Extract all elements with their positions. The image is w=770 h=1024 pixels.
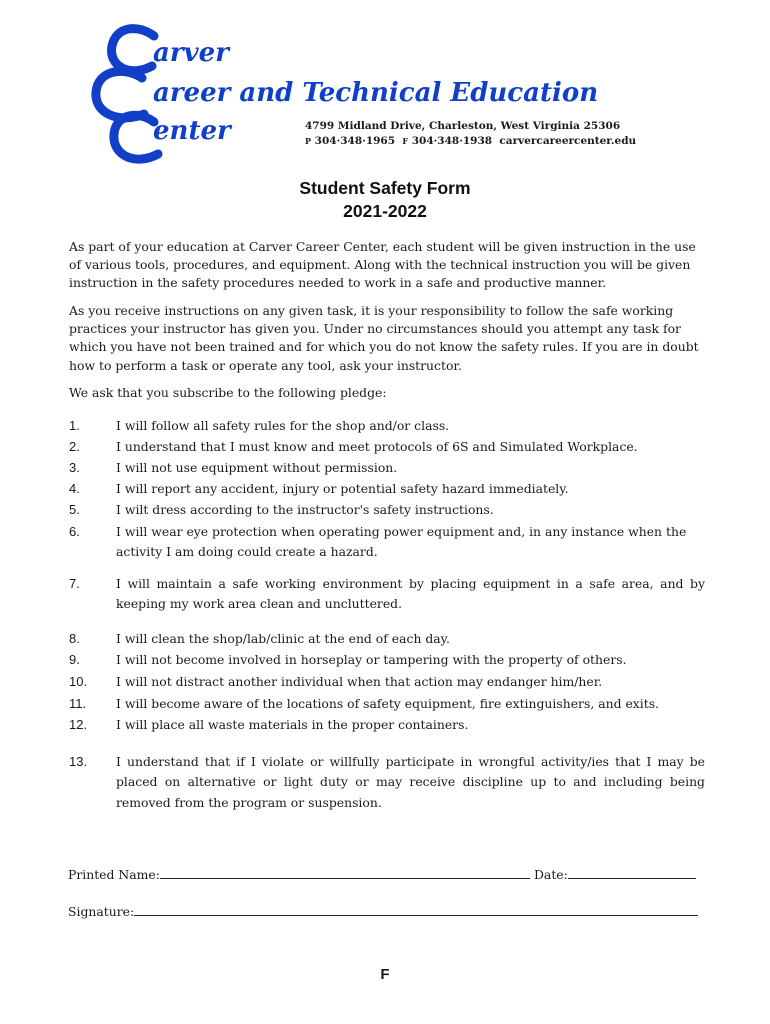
date-field[interactable] — [568, 866, 696, 879]
school-contact-line — [305, 135, 636, 147]
phone-number: 304·348·1965 — [314, 135, 396, 147]
signature-label: Signature: — [68, 904, 135, 919]
intro-paragraph: As part of your education at Carver Career Center, each student will be given instruction in the use of various tools, procedures, and equipment. Along with the technical instruction you will be given instruction in the safety procedures needed to work in a safe and productive manner. — [69, 239, 696, 291]
pledge-number: 1. — [69, 418, 80, 433]
pledge-number: 2. — [69, 439, 80, 454]
pledge-text: I will place all waste materials in the proper containers. — [116, 717, 469, 732]
pledge-number: 8. — [69, 631, 80, 646]
pledge-number: 13. — [69, 754, 88, 769]
school-website: carvercareercenter.edu — [499, 135, 637, 147]
logo-line-career: areer and Technical Education — [153, 78, 599, 108]
pledge-number: 7. — [69, 576, 80, 591]
pledge-text: I will not distract another individual when that action may endanger him/her. — [116, 674, 603, 689]
pledge-text: I will follow all safety rules for the shop and/or class. — [116, 418, 450, 433]
phone-prefix: P — [305, 136, 312, 146]
logo-line-center: enter — [153, 116, 231, 146]
fax-prefix: F — [402, 136, 409, 146]
logo-line-carver: arver — [153, 38, 229, 68]
pledge-text: I will report any accident, injury or potential safety hazard immediately. — [116, 481, 569, 496]
pledge-number: 6. — [69, 524, 80, 539]
pledge-text: I will not become involved in horseplay or tampering with the property of others. — [116, 652, 627, 667]
pledge-text: I understand that I must know and meet protocols of 6S and Simulated Workplace. — [116, 439, 638, 454]
pledge-number: 10. — [69, 674, 88, 689]
pledge-text: I will not use equipment without permission. — [116, 460, 398, 475]
form-title: Student Safety Form — [299, 178, 471, 198]
pledge-number: 5. — [69, 502, 80, 517]
pledge-text: I will clean the shop/lab/clinic at the end of each day. — [116, 631, 450, 646]
printed-name-label: Printed Name: — [68, 867, 160, 882]
school-address: 4799 Midland Drive, Charleston, West Virginia 25306 — [305, 120, 621, 132]
fax-number: 304·348·1938 — [411, 135, 493, 147]
pledge-number: 9. — [69, 652, 80, 667]
pledge-number: 3. — [69, 460, 80, 475]
printed-name-row — [68, 866, 530, 882]
pledge-number: 12. — [69, 717, 88, 732]
school-logo — [86, 22, 666, 172]
date-row — [534, 866, 696, 882]
date-label: Date: — [534, 867, 568, 882]
pledge-text: I understand that if I violate or willfully participate in wrongful activity/ies that I may be placed on alternative or light duty or may receive discipline up to and including being removed from the program or suspension. — [116, 754, 705, 810]
pledge-number: 11. — [69, 696, 87, 711]
pledge-text: I will maintain a safe working environment by placing equipment in a safe area, and by keeping my work area clean and uncluttered. — [116, 576, 705, 612]
pledge-text: I wilt dress according to the instructor's safety instructions. — [116, 502, 494, 517]
signature-row — [68, 903, 698, 919]
printed-name-field[interactable] — [160, 866, 530, 879]
pledge-text: I will become aware of the locations of safety equipment, fire extinguishers, and exits. — [116, 696, 659, 711]
pledge-intro: We ask that you subscribe to the following pledge: — [69, 385, 387, 400]
form-year: 2021-2022 — [343, 201, 427, 221]
responsibility-paragraph: As you receive instructions on any given task, it is your responsibility to follow the safe working practices your instructor has given you. Under no circumstances should you attempt any task for which you have not been trained and for which you do not know the safety rules. If you are in doubt how to perform a task or operate any tool, ask your instructor. — [69, 303, 699, 373]
footer-mark: F — [380, 966, 390, 983]
pledge-text: I will wear eye protection when operating power equipment and, in any instance when the activity I am doing could create a hazard. — [116, 524, 687, 560]
pledge-number: 4. — [69, 481, 80, 496]
signature-field[interactable] — [134, 903, 698, 916]
